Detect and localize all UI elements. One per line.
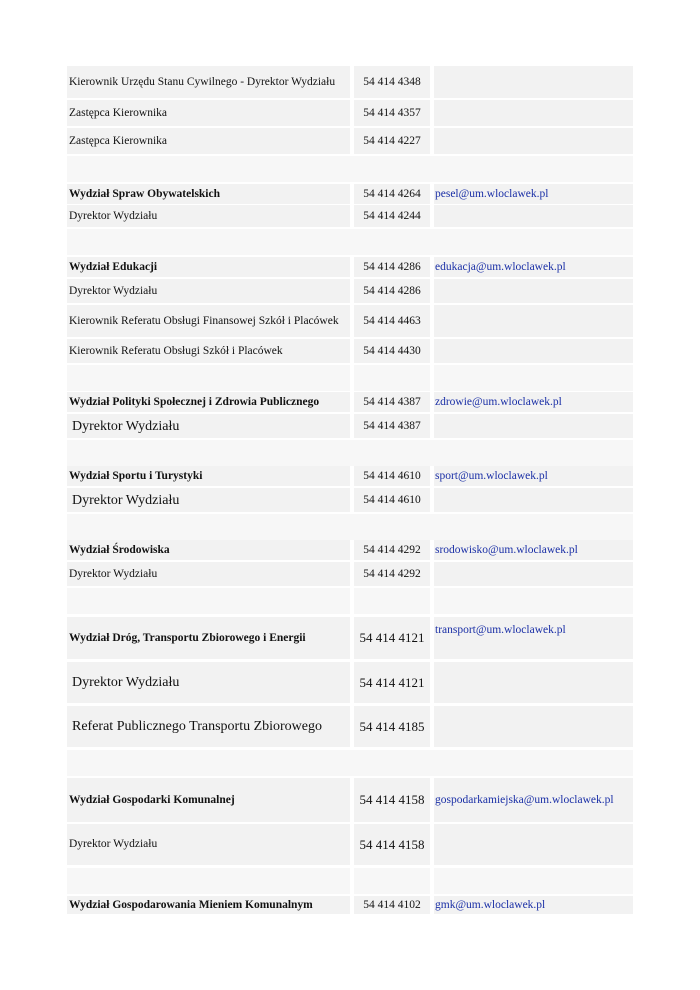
spacer-cell [434, 365, 633, 391]
spacer-row [67, 440, 633, 466]
spacer-row [67, 750, 633, 776]
email-link[interactable]: edukacja@um.wloclawek.pl [434, 257, 633, 277]
email-cell [434, 706, 633, 747]
email-link[interactable]: srodowisko@um.wloclawek.pl [434, 540, 633, 560]
unit-name: Dyrektor Wydziału [67, 414, 350, 438]
unit-name: Zastępca Kierownika [67, 128, 350, 154]
table-row [67, 205, 633, 227]
department-name: Wydział Spraw Obywatelskich [67, 184, 350, 204]
unit-name: Referat Publicznego Transportu Zbiorowego [67, 706, 350, 747]
table-row [67, 184, 633, 204]
unit-name: Kierownik Urzędu Stanu Cywilnego - Dyrektor Wydziału [67, 66, 350, 98]
phone-number: 54 414 4102 [354, 896, 430, 914]
email-cell [434, 279, 633, 303]
spacer-row [67, 588, 633, 614]
table-row [67, 66, 633, 98]
email-cell [434, 305, 633, 337]
phone-number: 54 414 4387 [354, 414, 430, 438]
phone-number: 54 414 4185 [354, 706, 430, 747]
phone-number: 54 414 4121 [354, 617, 430, 659]
spacer-cell [67, 440, 633, 466]
spacer-row [67, 229, 633, 255]
spacer-cell [354, 365, 430, 391]
table-row [67, 778, 633, 822]
department-name: Wydział Sportu i Turystyki [67, 466, 350, 486]
table-row [67, 257, 633, 277]
spacer-row [67, 868, 633, 894]
unit-name: Kierownik Referatu Obsługi Szkół i Placówek [67, 339, 350, 363]
department-name: Wydział Gospodarki Komunalnej [67, 778, 350, 822]
email-cell [434, 824, 633, 865]
unit-name: Dyrektor Wydziału [67, 662, 350, 703]
phone-number: 54 414 4610 [354, 466, 430, 486]
spacer-cell [434, 868, 633, 894]
unit-name: Dyrektor Wydziału [67, 279, 350, 303]
phone-number: 54 414 4292 [354, 562, 430, 586]
phone-number: 54 414 4610 [354, 488, 430, 512]
spacer-cell [67, 229, 633, 255]
spacer-cell [354, 868, 430, 894]
email-cell [434, 488, 633, 512]
phone-number: 54 414 4348 [354, 66, 430, 98]
unit-name: Dyrektor Wydziału [67, 824, 350, 865]
spacer-cell [67, 588, 350, 614]
phone-number: 54 414 4463 [354, 305, 430, 337]
email-cell [434, 100, 633, 126]
table-row [67, 100, 633, 126]
email-cell [434, 414, 633, 438]
table-row [67, 392, 633, 412]
email-link[interactable]: gmk@um.wloclawek.pl [434, 896, 633, 914]
table-row [67, 305, 633, 337]
table-row [67, 540, 633, 560]
email-link[interactable]: transport@um.wloclawek.pl [434, 617, 633, 659]
email-cell [434, 128, 633, 154]
phone-number: 54 414 4244 [354, 205, 430, 227]
unit-name: Dyrektor Wydziału [67, 488, 350, 512]
spacer-row [67, 514, 633, 540]
table-row [67, 279, 633, 303]
spacer-cell [354, 588, 430, 614]
email-cell [434, 66, 633, 98]
table-row [67, 824, 633, 865]
phone-number: 54 414 4227 [354, 128, 430, 154]
department-name: Wydział Środowiska [67, 540, 350, 560]
table-row [67, 662, 633, 703]
table-row [67, 466, 633, 486]
email-cell [434, 662, 633, 703]
spacer-row [67, 156, 633, 182]
table-row [67, 896, 633, 914]
phone-number: 54 414 4158 [354, 824, 430, 865]
email-link[interactable]: sport@um.wloclawek.pl [434, 466, 633, 486]
phone-number: 54 414 4430 [354, 339, 430, 363]
email-link[interactable]: pesel@um.wloclawek.pl [434, 184, 633, 204]
phone-number: 54 414 4121 [354, 662, 430, 703]
phone-number: 54 414 4357 [354, 100, 430, 126]
spacer-cell [67, 514, 633, 540]
department-name: Wydział Gospodarowania Mieniem Komunalnym [67, 896, 350, 914]
spacer-cell [67, 365, 350, 391]
phone-number: 54 414 4286 [354, 279, 430, 303]
email-cell [434, 339, 633, 363]
unit-name: Kierownik Referatu Obsługi Finansowej Szkół i Placówek [67, 305, 350, 337]
email-link[interactable]: gospodarkamiejska@um.wloclawek.pl [434, 778, 633, 822]
spacer-cell [67, 868, 350, 894]
unit-name: Dyrektor Wydziału [67, 562, 350, 586]
unit-name: Dyrektor Wydziału [67, 205, 350, 227]
department-name: Wydział Polityki Społecznej i Zdrowia Publicznego [67, 392, 350, 412]
table-row [67, 617, 633, 659]
department-name: Wydział Dróg, Transportu Zbiorowego i Energii [67, 617, 350, 659]
spacer-row [67, 365, 633, 391]
email-cell [434, 205, 633, 227]
spacer-cell [67, 156, 633, 182]
email-link[interactable]: zdrowie@um.wloclawek.pl [434, 392, 633, 412]
phone-number: 54 414 4387 [354, 392, 430, 412]
phone-number: 54 414 4292 [354, 540, 430, 560]
phone-number: 54 414 4158 [354, 778, 430, 822]
phone-number: 54 414 4264 [354, 184, 430, 204]
table-row [67, 128, 633, 154]
table-row [67, 706, 633, 747]
email-cell [434, 562, 633, 586]
phone-number: 54 414 4286 [354, 257, 430, 277]
table-row [67, 339, 633, 363]
department-name: Wydział Edukacji [67, 257, 350, 277]
spacer-cell [434, 588, 633, 614]
spacer-cell [67, 750, 633, 776]
table-row [67, 488, 633, 512]
unit-name: Zastępca Kierownika [67, 100, 350, 126]
table-row [67, 414, 633, 438]
table-row [67, 562, 633, 586]
